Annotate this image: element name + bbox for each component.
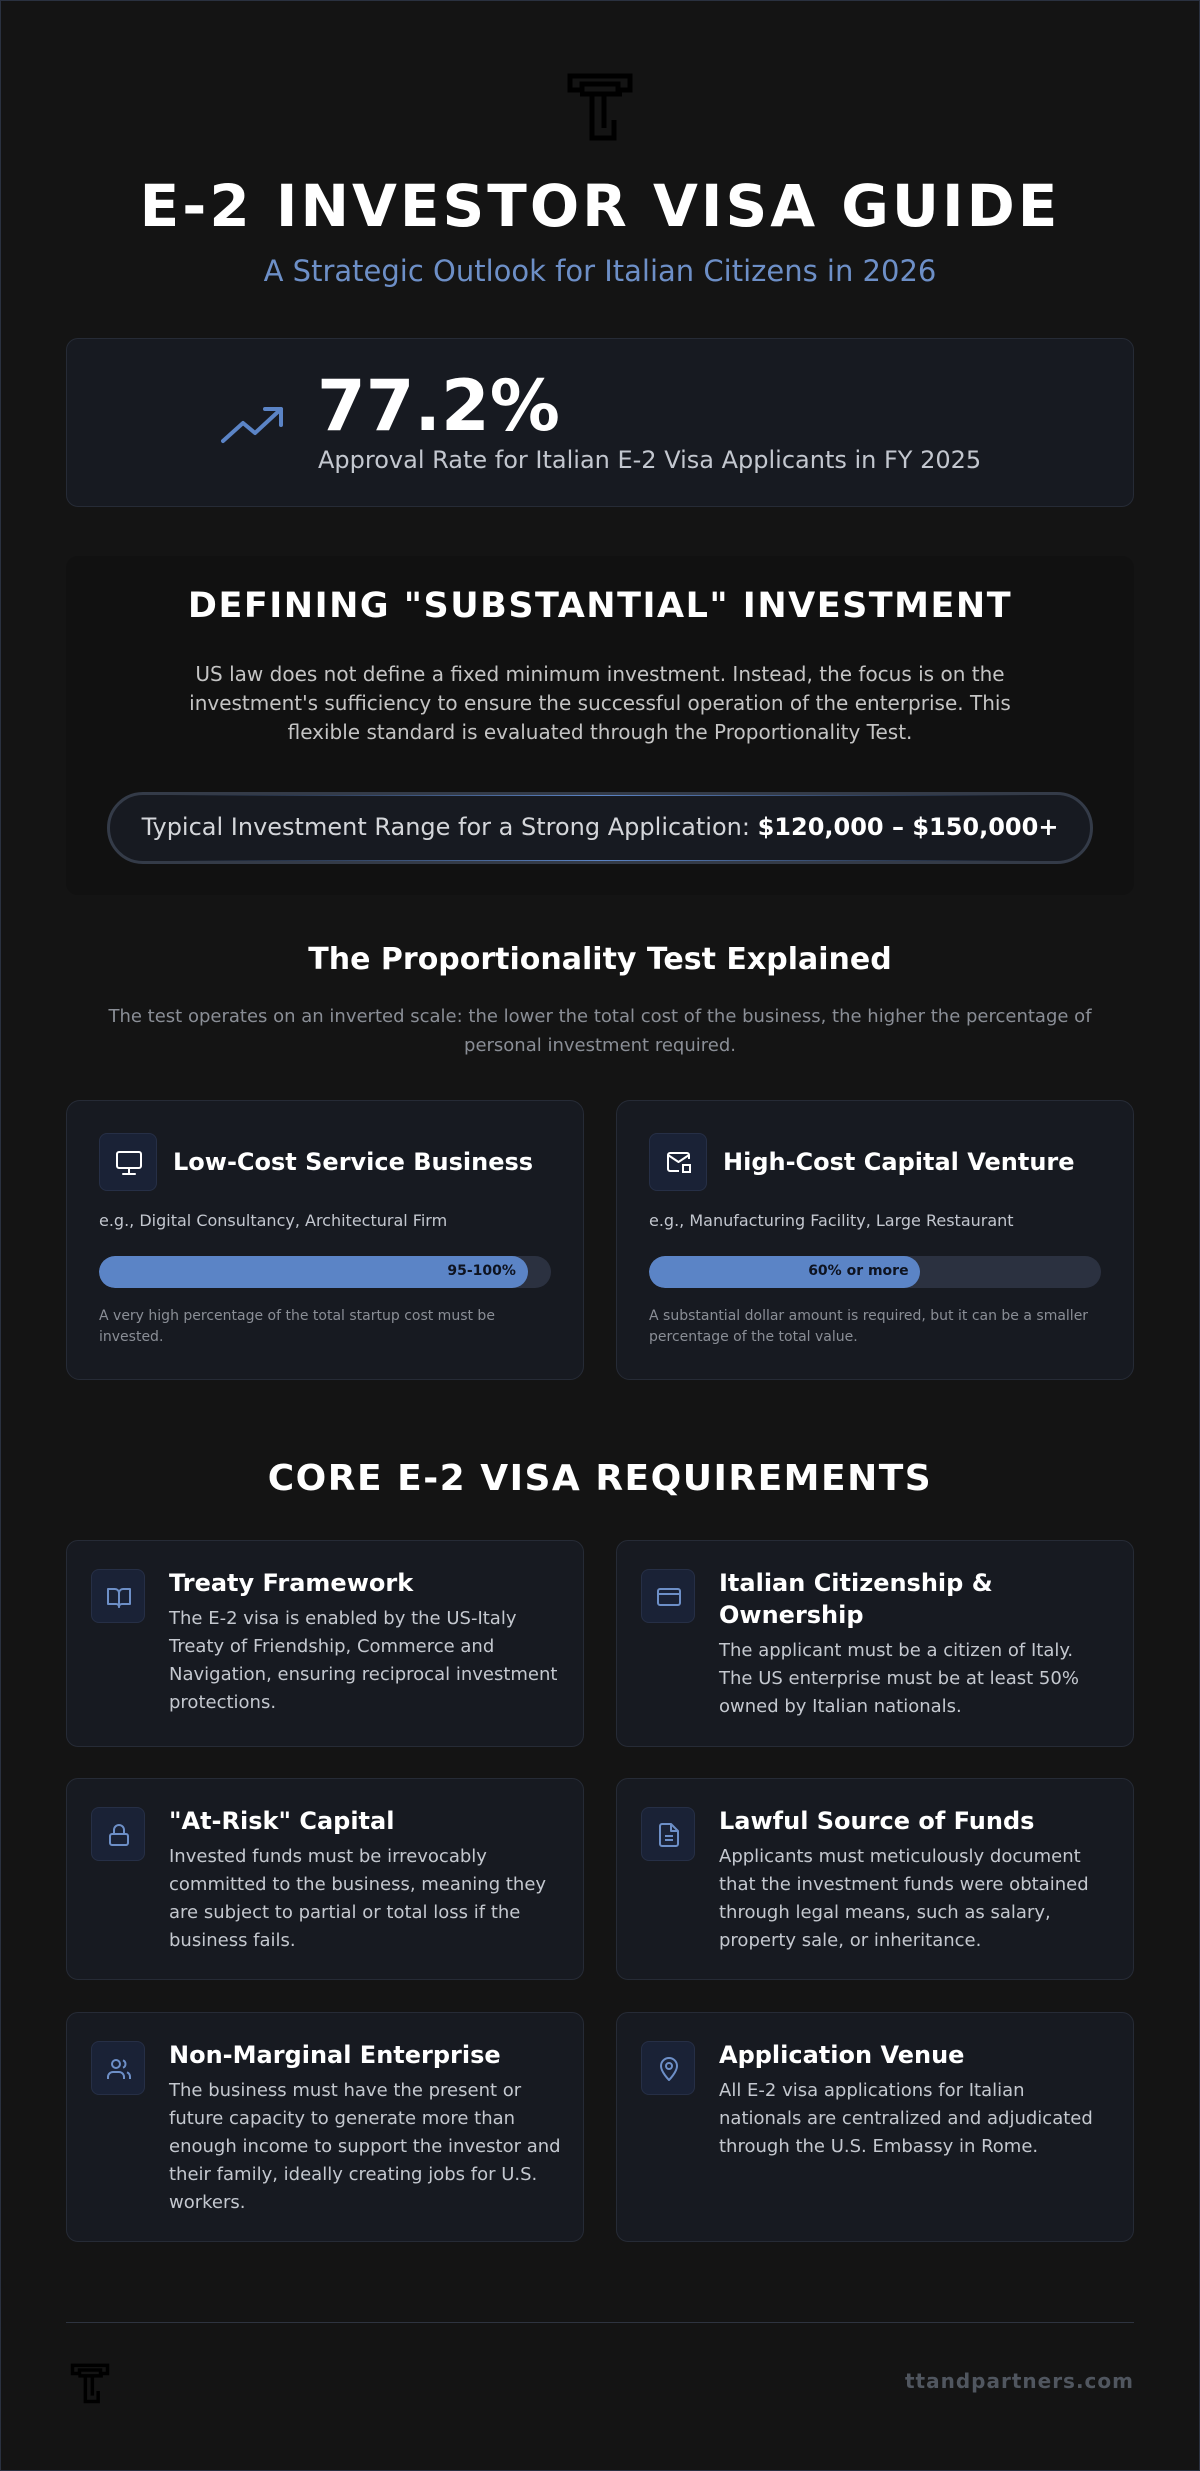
requirement-text: The business must have the present or future capacity to generate more than enough income to support the investor and their family, ideally creating jobs for U.S. workers.: [169, 2080, 561, 2213]
low-cost-business-note: A very high percentage of the total startup cost must be invested.: [99, 1308, 495, 1345]
requirement-text: All E-2 visa applications for Italian nationals are centralized and adjudicated through the U.S. Embassy in Rome.: [719, 2080, 1093, 2157]
investment-range-value: $120,000 – $150,000+: [757, 813, 1059, 841]
requirement-title: Italian Citizenship & Ownership: [719, 1569, 993, 1629]
low-cost-progress-label: 95-100%: [447, 1263, 516, 1279]
pill-glow-bottom: [170, 860, 1030, 863]
users-icon: [91, 2041, 145, 2095]
proportionality-text: The test operates on an inverted scale: the lower the total cost of the business, the higher the percentage of personal investment required.: [108, 1006, 1092, 1056]
tt-logo: [566, 72, 634, 144]
footer-website-link[interactable]: ttandpartners.com: [904, 2369, 1134, 2393]
approval-rate-value: 77.2%: [317, 365, 560, 447]
requirement-card-source-of-funds: [616, 1778, 1134, 1980]
substantial-investment-title: DEFINING "SUBSTANTIAL" INVESTMENT: [187, 586, 1013, 626]
pill-glow-top: [170, 793, 1030, 796]
lock-icon: [91, 1807, 145, 1861]
investment-range-text: [110, 813, 1090, 841]
trending-up-icon: [221, 401, 287, 445]
high-cost-venture-note: A substantial dollar amount is required, but it can be a smaller percentage of the total value.: [649, 1308, 1089, 1345]
requirement-card-non-marginal: [66, 2012, 584, 2242]
document-icon: [641, 1807, 695, 1861]
monitor-icon: [99, 1133, 157, 1191]
book-open-icon: [91, 1569, 145, 1623]
factory-icon: [649, 1133, 707, 1191]
map-pin-icon: [641, 2041, 695, 2095]
high-cost-progress-track: [649, 1256, 1101, 1288]
low-cost-business-title: Low-Cost Service Business: [173, 1148, 534, 1176]
high-cost-venture-title: High-Cost Capital Venture: [723, 1148, 1075, 1176]
investment-range-pill: [107, 792, 1093, 864]
requirement-title: Non-Marginal Enterprise: [169, 2041, 501, 2069]
id-card-icon: [641, 1569, 695, 1623]
requirement-card-citizenship: [616, 1540, 1134, 1747]
substantial-investment-section: [66, 556, 1134, 895]
substantial-investment-text: US law does not define a fixed minimum investment. Instead, the focus is on the investment's sufficiency to ensure the successful operation of the enterprise. This flexible standard is evaluated through the Proportionality Test.: [189, 662, 1011, 744]
requirement-title: Lawful Source of Funds: [719, 1807, 1035, 1835]
tt-logo: [70, 2363, 110, 2405]
requirement-text: The E-2 visa is enabled by the US-Italy Treaty of Friendship, Commerce and Navigation, ensuring reciprocal investment protections.: [169, 1608, 558, 1713]
requirement-title: Treaty Framework: [169, 1569, 414, 1597]
low-cost-progress-track: [99, 1256, 551, 1288]
approval-rate-label: Approval Rate for Italian E-2 Visa Applicants in FY 2025: [318, 446, 982, 474]
requirement-text: The applicant must be a citizen of Italy. The US enterprise must be at least 50% owned by Italian nationals.: [719, 1640, 1079, 1717]
requirement-card-at-risk: [66, 1778, 584, 1980]
high-cost-venture-example: e.g., Manufacturing Facility, Large Restaurant: [649, 1211, 1014, 1230]
high-cost-progress-label: 60% or more: [808, 1263, 909, 1279]
page-subtitle: A Strategic Outlook for Italian Citizens in 2026: [263, 254, 937, 288]
low-cost-business-example: e.g., Digital Consultancy, Architectural Firm: [99, 1211, 448, 1230]
requirement-text: Invested funds must be irrevocably committed to the business, meaning they are subject to partial or total loss if the business fails.: [169, 1846, 547, 1951]
approval-rate-card: [66, 338, 1134, 507]
investment-range-label: Typical Investment Range for a Strong Application:: [141, 813, 750, 841]
requirement-text: Applicants must meticulously document that the investment funds were obtained through legal means, such as salary, property sale, or inheritance.: [719, 1846, 1089, 1951]
proportionality-title: The Proportionality Test Explained: [308, 942, 892, 977]
footer-divider: [66, 2322, 1134, 2323]
requirement-title: "At-Risk" Capital: [169, 1807, 395, 1835]
page-title: E-2 INVESTOR VISA GUIDE: [139, 172, 1061, 240]
requirement-card-venue: [616, 2012, 1134, 2242]
core-requirements-title: CORE E-2 VISA REQUIREMENTS: [267, 1458, 933, 1499]
high-cost-venture-card: [616, 1100, 1134, 1380]
requirement-title: Application Venue: [719, 2041, 965, 2069]
low-cost-business-card: [66, 1100, 584, 1380]
requirement-card-treaty: [66, 1540, 584, 1747]
